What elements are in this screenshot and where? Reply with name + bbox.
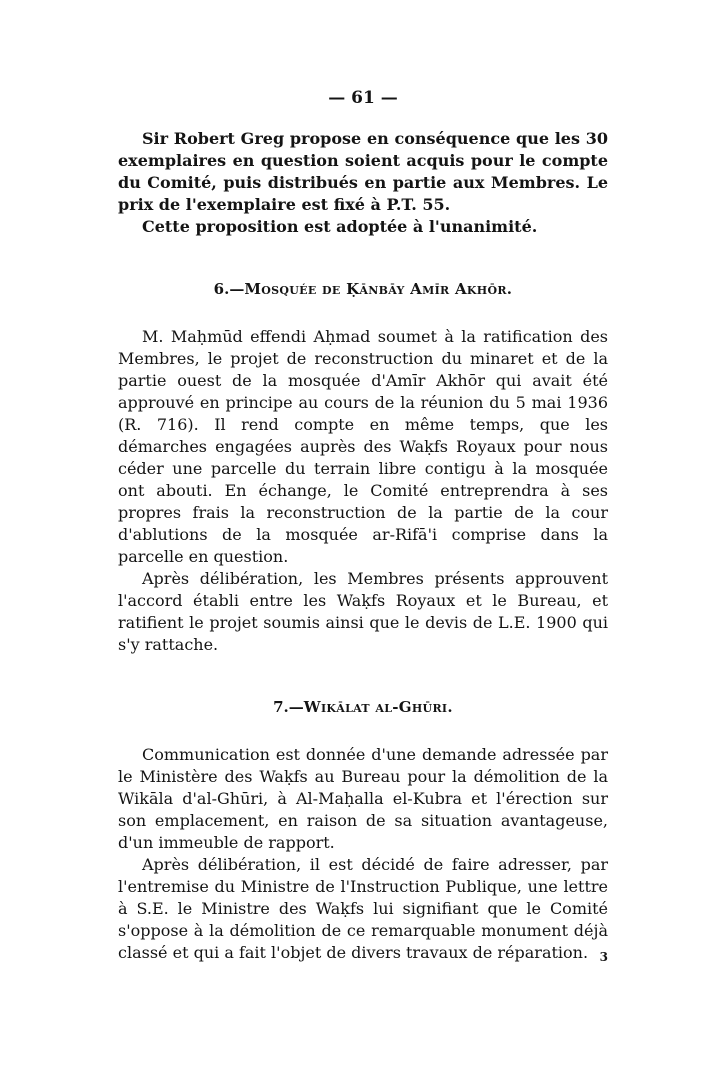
- section-number: 6.—: [213, 280, 245, 298]
- intro-paragraph: Cette proposition est adoptée à l'unanimité.: [142, 217, 538, 236]
- section-heading-7: [118, 696, 608, 718]
- signature-mark: 3: [599, 950, 608, 964]
- section-7-paragraph: Communication est donnée d'une demande adressée par le Ministère des Waḳfs au Bureau pour la démolition de la Wikāla d'al-Ghūri, à Al-Maḥalla el-Kubra et l'érection sur son emplacement, en raison de sa situation avantageuse, d'un immeuble de rapport.: [118, 745, 608, 852]
- section-7-paragraph: Après délibération, il est décidé de faire adresser, par l'entremise du Ministre de l'Instruction Publique, une lettre à S.E. le Ministre des Waḳfs lui signifiant que le Comité s'oppose à la démolition de ce remarquable monument déjà classé et qui a fait l'objet de divers travaux de réparation.: [118, 855, 608, 962]
- section-6-paragraph: M. Maḥmūd effendi Aḥmad soumet à la ratification des Membres, le projet de reconstruction du minaret et de la partie ouest de la mosquée d'Amīr Akhōr qui avait été approuvé en principe au cours de la réunion du 5 mai 1936 (R. 716). Il rend compte en même temps, que les démarches engagées auprès des Waḳfs Royaux pour nous céder une parcelle du terrain libre contigu à la mosquée ont abouti. En échange, le Comité entreprendra à ses propres frais la reconstruction de la partie de la cour d'ablutions de la mosquée ar-Rifā'i comprise dans la parcelle en question.: [118, 327, 608, 566]
- section-number: 7.—: [273, 698, 304, 716]
- page-number: — 61 —: [328, 88, 398, 108]
- section-title: Wikālat al-Ghūri.: [303, 698, 453, 716]
- section-heading-6: [118, 278, 608, 300]
- document-page: [118, 88, 608, 964]
- section-6-paragraph: Après délibération, les Membres présents approuvent l'accord établi entre les Waḳfs Royaux et le Bureau, et ratifient le projet soumis ainsi que le devis de L.E. 1900 qui s'y rattache.: [118, 569, 608, 654]
- section-title: Mosquée de Ḳānbāy Amīr Akhōr.: [244, 280, 513, 298]
- intro-paragraph: Sir Robert Greg propose en conséquence que les 30 exemplaires en question soient acquis pour le compte du Comité, puis distribués en partie aux Membres. Le prix de l'exemplaire est fixé à P.T. 55.: [118, 129, 608, 214]
